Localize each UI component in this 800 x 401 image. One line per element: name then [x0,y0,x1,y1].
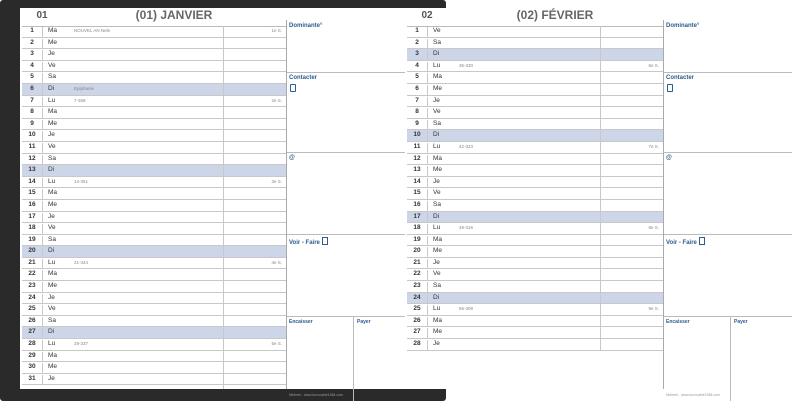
day-row[interactable] [407,293,663,305]
column-divider [223,26,224,389]
day-number: 29 [28,351,36,359]
day-weekday: Me [42,201,68,211]
day-number: 21 [28,258,36,266]
day-number: 23 [28,282,36,290]
day-number: 14 [413,177,421,185]
day-row[interactable] [407,165,663,177]
day-row[interactable] [22,269,286,281]
day-row[interactable] [22,177,286,189]
page-january [20,8,433,397]
day-weekday: Me [427,166,453,176]
voir-faire-label: Voir - Faire [666,237,705,246]
day-row[interactable] [407,281,663,293]
day-number: 1 [415,27,419,34]
day-weekday: Di [427,131,453,141]
day-row[interactable] [407,200,663,212]
day-weekday: Ma [42,270,68,280]
day-note: 21-344 [74,259,89,265]
day-number: 27 [28,328,36,336]
day-number: 27 [413,328,421,336]
day-number: 22 [28,270,36,278]
day-number: 25 [413,305,421,313]
day-number: 12 [28,154,36,162]
day-number: 10 [413,131,421,139]
day-row[interactable] [22,293,286,305]
encaisser-label: Encaisser [289,319,313,325]
day-grid [22,26,286,385]
day-number: 19 [28,235,36,243]
day-weekday: Sa [427,39,453,49]
day-row[interactable] [22,246,286,258]
day-weekday: Sa [427,282,453,292]
day-row[interactable] [22,327,286,339]
day-number: 6 [415,84,419,92]
day-number: 11 [413,142,421,150]
day-row[interactable] [22,362,286,374]
day-row[interactable] [407,177,663,189]
day-weekday: Je [427,178,453,188]
day-row[interactable] [22,61,286,73]
document-icon [322,237,328,245]
day-number: 10 [28,131,36,139]
day-number: 2 [415,38,419,46]
day-number: 26 [413,316,421,324]
day-row[interactable] [22,235,286,247]
week-number: 1e S. [271,28,282,33]
day-row[interactable] [407,235,663,247]
day-weekday: Ma [427,155,453,165]
day-weekday: Me [42,120,68,130]
day-weekday: Sa [427,120,453,130]
day-weekday: Ve [42,224,68,234]
day-weekday: Me [427,85,453,95]
day-weekday: Ve [427,189,453,199]
page-february [405,8,800,397]
day-number: 30 [28,363,36,371]
column-divider [600,26,601,350]
day-row[interactable] [407,327,663,339]
day-weekday: Lu [42,340,68,350]
day-weekday: Ma [427,236,453,246]
day-number: 15 [28,189,36,197]
day-row[interactable] [22,38,286,50]
day-weekday: Me [42,39,68,49]
day-row[interactable] [22,281,286,293]
day-number: 23 [413,282,421,290]
day-number: 31 [28,374,36,382]
day-weekday: Me [42,282,68,292]
week-number: 9e S. [648,306,659,312]
day-note: 14-351 [74,178,89,184]
day-weekday: Je [42,50,68,60]
day-row[interactable] [22,96,286,108]
day-weekday: Ma [42,108,68,118]
month-number: 01 [36,10,48,21]
email-label: @ [666,155,672,161]
day-row[interactable] [407,142,663,154]
day-note: NOUVEL AN Nele [74,28,111,33]
day-weekday: Di [42,166,68,176]
day-weekday: Me [427,247,453,257]
day-grid [407,26,663,351]
week-number: 4e S. [271,259,282,265]
day-number: 5 [30,73,34,81]
day-weekday: Di [42,328,68,338]
day-weekday: Ve [42,62,68,72]
email-label: @ [289,155,295,161]
day-number: 12 [413,154,421,162]
payer-label: Payer [734,319,748,325]
day-number: 21 [413,258,421,266]
day-weekday: Je [42,375,68,385]
day-row[interactable] [22,107,286,119]
day-number: 19 [413,235,421,243]
day-weekday: Ve [427,108,453,118]
day-row[interactable] [407,84,663,96]
day-row[interactable] [407,61,663,73]
day-weekday: Lu [427,143,453,153]
day-number: 4 [415,61,419,69]
day-number: 9 [30,119,34,127]
day-row[interactable] [22,142,286,154]
day-row[interactable] [22,374,286,386]
day-row[interactable] [407,258,663,270]
day-weekday: Ve [427,270,453,280]
day-number: 28 [413,340,421,348]
day-row[interactable] [407,223,663,235]
day-row[interactable] [407,130,663,142]
day-number: 8 [30,108,34,116]
day-row[interactable] [407,339,663,351]
day-weekday: Je [42,213,68,223]
day-weekday: Sa [42,317,68,327]
voir-faire-block[interactable] [664,234,792,317]
day-row[interactable] [22,188,286,200]
day-weekday: Di [427,50,453,60]
day-weekday: Sa [42,155,68,165]
dominante-block[interactable] [664,20,792,73]
day-weekday: Di [427,213,453,223]
day-weekday: Lu [42,178,68,188]
month-header [407,8,663,27]
day-note: Epiphanie [74,85,95,91]
day-row[interactable] [22,212,286,224]
footer-text: Ninbeel - www.burocable1984.com [666,393,721,397]
day-weekday: Je [427,97,453,107]
day-number: 17 [413,212,421,220]
day-number: 20 [28,247,36,255]
footer-text: Ninbeel - www.burocable1984.com [289,393,344,397]
day-weekday: Je [427,259,453,269]
document-icon [699,237,705,245]
day-number: 24 [28,293,36,301]
day-number: 18 [413,224,421,232]
day-number: 1 [30,27,34,34]
day-note: 42-323 [459,143,474,149]
day-row[interactable] [407,269,663,281]
day-weekday: Sa [42,236,68,246]
day-row[interactable] [407,316,663,328]
day-number: 17 [28,212,36,220]
encaisser-payer-block[interactable] [664,316,792,401]
day-weekday: Di [42,85,68,95]
day-row[interactable] [407,72,663,84]
day-weekday: Me [427,328,453,338]
day-row[interactable] [407,119,663,131]
day-row[interactable] [407,188,663,200]
day-number: 8 [415,108,419,116]
day-row[interactable] [22,339,286,351]
day-row[interactable] [22,119,286,131]
day-number: 2 [30,38,34,46]
day-weekday: Ma [42,189,68,199]
day-row[interactable] [407,96,663,108]
day-row[interactable] [407,38,663,50]
day-weekday: Ve [42,305,68,315]
day-number: 16 [28,200,36,208]
day-number: 18 [28,224,36,232]
day-weekday: Je [427,340,453,350]
day-number: 22 [413,270,421,278]
phone-icon [290,84,296,92]
month-header [22,8,286,27]
month-title: (02) FÉVRIER [516,8,594,22]
day-note: 56-309 [459,306,474,312]
encaisser-label: Encaisser [666,319,690,325]
day-number: 9 [415,119,419,127]
day-row[interactable] [407,246,663,258]
day-weekday: Lu [427,62,453,72]
month-number: 02 [421,10,433,21]
payer-label: Payer [357,319,371,325]
week-number: 7e S. [648,143,659,149]
day-weekday: Ve [42,143,68,153]
phone-icon [667,84,673,92]
day-weekday: Sa [42,73,68,83]
day-note: 7-358 [74,97,86,103]
week-number: 8e S. [648,225,659,231]
week-number: 5e S. [271,341,282,347]
pay-divider [353,316,354,401]
day-weekday: Di [42,247,68,257]
pay-divider [730,316,731,401]
day-row[interactable] [22,351,286,363]
week-number: 2e S. [271,97,282,103]
day-row[interactable] [22,200,286,212]
day-row[interactable] [22,165,286,177]
day-row[interactable] [22,84,286,96]
contacter-label: Contacter [289,75,318,81]
day-weekday: Me [42,363,68,373]
day-weekday: Lu [427,305,453,315]
day-row[interactable] [407,107,663,119]
day-number: 24 [413,293,421,301]
day-number: 7 [415,96,419,104]
day-number: 15 [413,189,421,197]
contacter-block[interactable] [664,72,792,153]
day-weekday: Lu [42,97,68,107]
day-weekday: Sa [427,201,453,211]
day-row[interactable] [22,49,286,61]
month-title: (01) JANVIER [135,8,213,22]
day-weekday: Je [42,131,68,141]
day-row[interactable] [407,212,663,224]
day-row[interactable] [407,26,663,38]
day-row[interactable] [22,223,286,235]
day-note: 28-337 [74,341,89,347]
dominante-label: Dominante° [666,23,700,29]
day-weekday: Lu [42,259,68,269]
day-weekday: Lu [427,224,453,234]
day-number: 26 [28,316,36,324]
day-weekday: Di [427,294,453,304]
week-number: 6e S. [648,62,659,68]
day-row[interactable] [22,130,286,142]
day-weekday: Ma [42,352,68,362]
day-number: 16 [413,200,421,208]
day-weekday: Ma [427,73,453,83]
day-number: 13 [413,166,421,174]
day-weekday: Je [42,294,68,304]
day-number: 25 [28,305,36,313]
day-number: 13 [28,166,36,174]
day-number: 20 [413,247,421,255]
day-number: 3 [30,50,34,58]
day-weekday: Ve [427,27,453,37]
day-row[interactable] [22,316,286,328]
day-number: 3 [415,50,419,58]
day-weekday: Ma [42,27,68,37]
day-row[interactable] [22,154,286,166]
day-row[interactable] [407,49,663,61]
day-row[interactable] [22,72,286,84]
dominante-label: Dominante° [289,23,323,29]
day-row[interactable] [407,304,663,316]
day-number: 7 [30,96,34,104]
day-row[interactable] [407,154,663,166]
day-number: 28 [28,340,36,348]
notes-panel [663,20,792,397]
day-number: 4 [30,61,34,69]
day-number: 5 [415,73,419,81]
voir-faire-label: Voir - Faire [289,237,328,246]
email-block[interactable] [664,152,792,235]
contacter-label: Contacter [666,75,695,81]
day-number: 6 [30,84,34,92]
day-row[interactable] [22,258,286,270]
day-note: 49-316 [459,225,474,231]
day-row[interactable] [22,26,286,38]
day-row[interactable] [22,304,286,316]
day-number: 11 [28,142,36,150]
day-note: 35-330 [459,62,474,68]
day-weekday: Ma [427,317,453,327]
week-number: 3e S. [271,178,282,184]
day-number: 14 [28,177,36,185]
